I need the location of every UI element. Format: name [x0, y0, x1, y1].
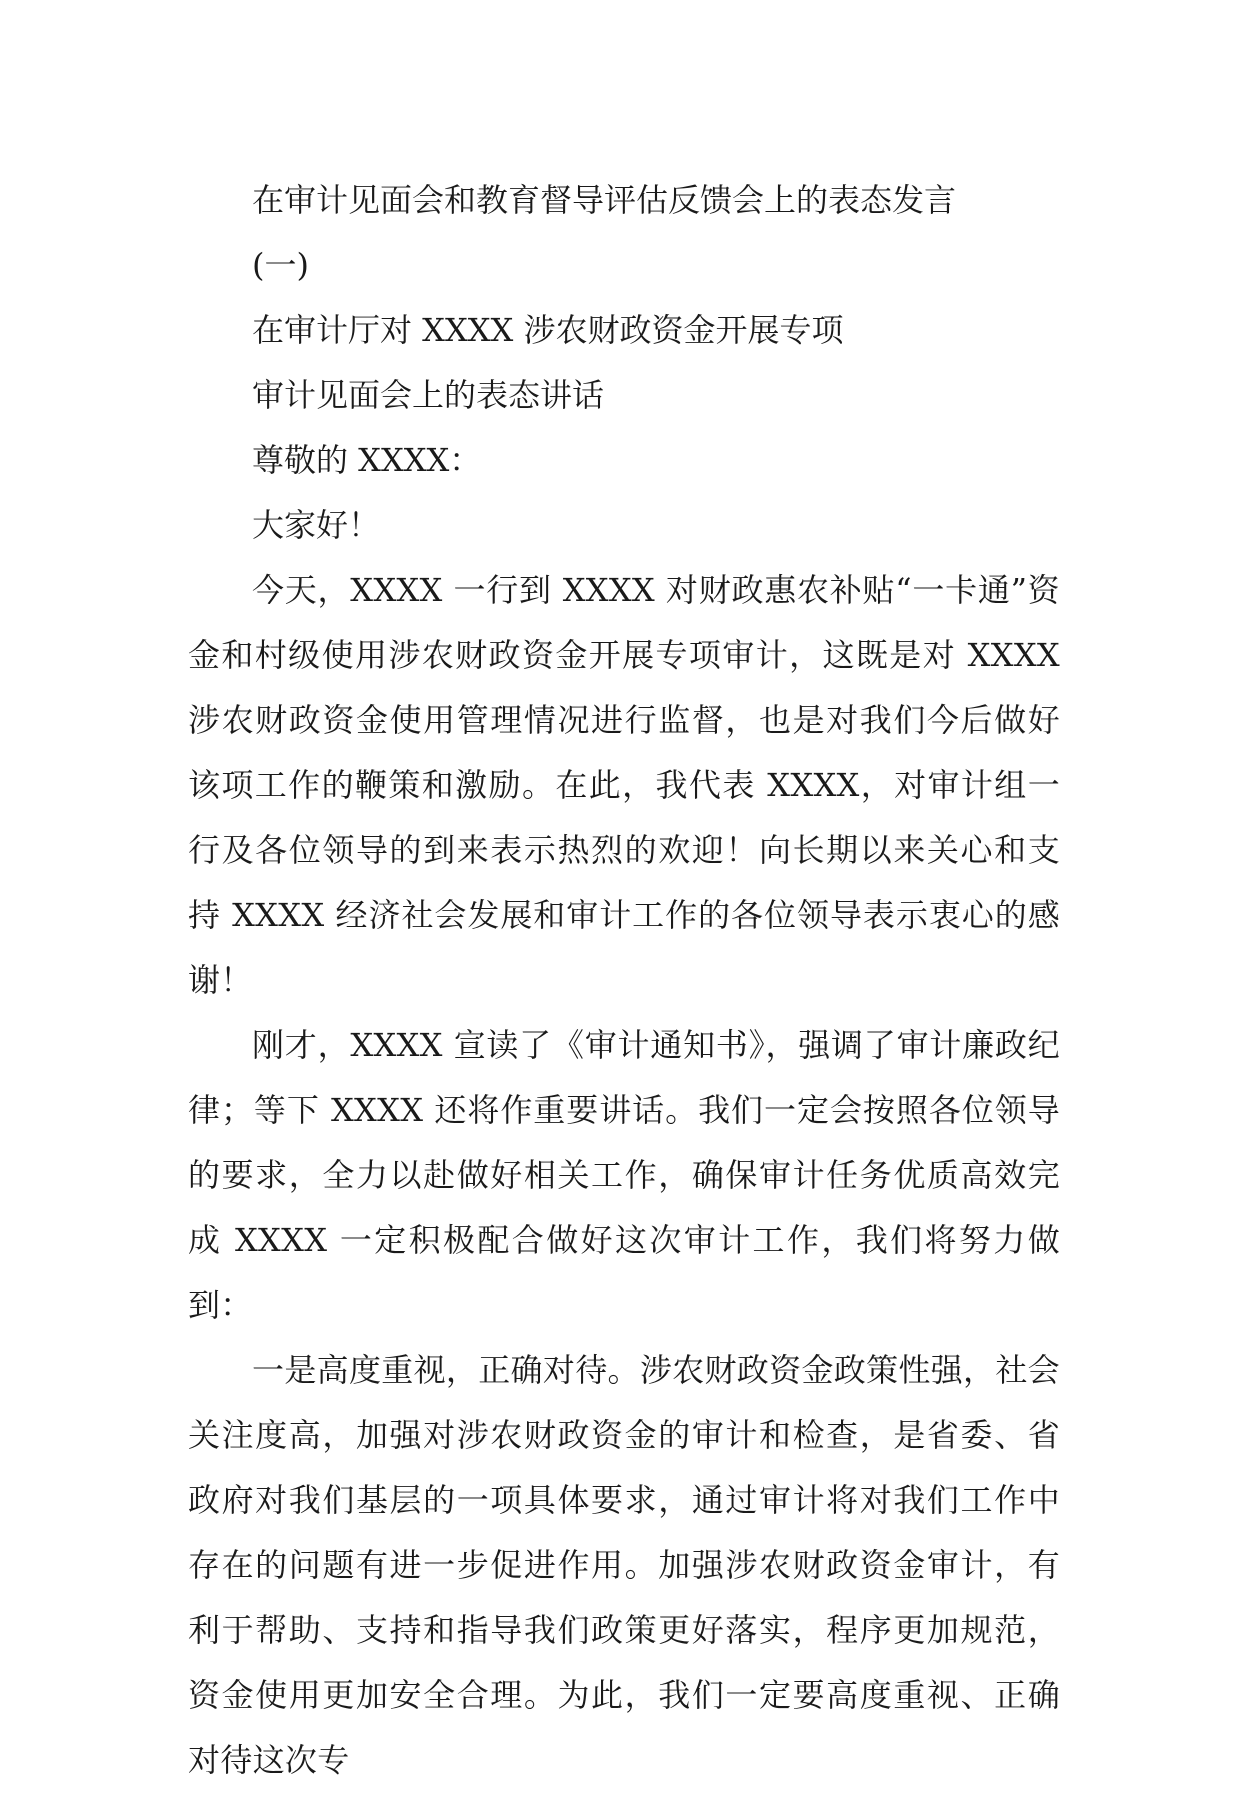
subtitle-line-1: 在审计厅对 XXXX 涉农财政资金开展专项: [252, 311, 844, 349]
subtitle-line-2: 审计见面会上的表态讲话: [252, 376, 605, 414]
salutation: 尊敬的 XXXX：: [252, 441, 482, 479]
section-number: (一): [252, 246, 309, 284]
document-title: 在审计见面会和教育督导评估反馈会上的表态发言: [252, 181, 957, 219]
paragraph-point-one: 一是高度重视，正确对待。涉农财政资金政策性强，社会关注度高，加强对涉农财政资金的审计和检查，是省委、省政府对我们基层的一项具体要求，通过审计将对我们工作中存在的问题有进一步促进作用。加强涉农财政资金审计，有利于帮助、支持和指导我们政策更好落实，程序更加规范，资金使用更加安全合理。为此，我们一定要高度重视、正确对待这次专: [188, 1351, 1060, 1779]
greeting: 大家好！: [252, 506, 381, 544]
paragraph-welcome: 今天，XXXX 一行到 XXXX 对财政惠农补贴“一卡通”资金和村级使用涉农财政资金开展专项审计，这既是对 XXXX 涉农财政资金使用管理情况进行监督，也是对我们今后做好该项工作的鞭策和激励。在此，我代表 XXXX，对审计组一行及各位领导的到来表示热烈的欢迎！向长期以来关心和支持 XXXX 经济社会发展和审计工作的各位领导表示衷心的感谢！: [188, 571, 1060, 999]
paragraph-commitment: 刚才，XXXX 宣读了《审计通知书》，强调了审计廉政纪律；等下 XXXX 还将作重要讲话。我们一定会按照各位领导的要求，全力以赴做好相关工作，确保审计任务优质高效完成 XXXX 一定积极配合做好这次审计工作，我们将努力做到：: [188, 1026, 1060, 1324]
document-body: [188, 168, 1060, 1793]
